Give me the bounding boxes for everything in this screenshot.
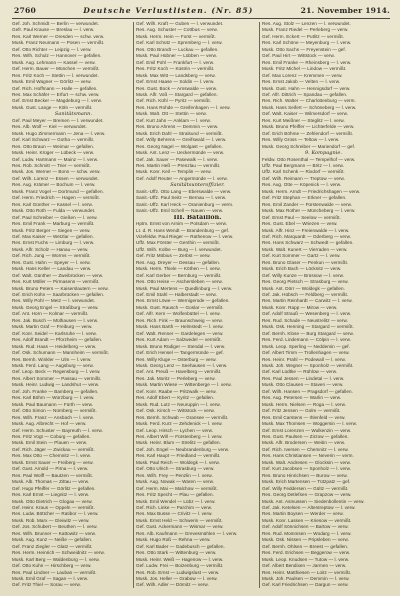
casualty-entry: Musk. Otto Clausen — Staven — verw. <box>262 382 344 388</box>
casualty-entry: Gef. Walt. Kaiser — Wilmersdorf — verw. <box>262 111 349 117</box>
casualty-entry: Gef. Kurt Jahn — Anklam — l. verw. <box>136 117 211 123</box>
casualty-entry: Gef. Rich. Linke — Parchim — verw. <box>136 504 213 510</box>
casualty-entry: Res. Bruno Ahrens — Demmin — verw. <box>136 124 219 130</box>
casualty-entry: Res. Fritz Koch — Küstrin — vermißt. <box>136 66 215 72</box>
casualty-entry: Uffz. Wilh. Kolbe — Burg — l. verwundet. <box>136 246 222 252</box>
casualty-entry: Gef. Karl Schwarz — Gotha — vermißt. <box>12 137 95 143</box>
casualty-entry: Gef. Otto Ulrich — Strasburg — verw. <box>136 466 215 472</box>
casualty-entry: Musk. Erich Bach — Löcknitz — verw. <box>262 266 342 272</box>
casualty-entry: Res. Adolf Ebert — Kyritz — gefallen. <box>136 395 215 401</box>
casualty-entry: Musk. Gust. Lange — Köln — vermißt. <box>12 104 93 110</box>
casualty-entry: Gef. Willy Feddersen — Gültz — vermißt. <box>262 485 349 491</box>
casualty-entry: Gef. Albert Timm — Trollenhagen — verw. <box>262 350 350 356</box>
publication-title: Deutsche Verlustlisten. (Nr. 85) <box>83 5 254 15</box>
casualty-entry: Res. Kurt Adam — Salzwedel — vermißt. <box>136 337 222 343</box>
casualty-entry: Res. Otto Braun — Weimar — gefallen. <box>12 143 95 149</box>
casualty-entry: Res. Georg Nagel — Wolgast — gefallen. <box>136 143 223 149</box>
casualty-entry: Gef. Walt. Renner — Gardelegen — verw. <box>136 330 224 336</box>
casualty-entry: Musk. Aug. Lehmann — Kassel — verw. <box>12 59 96 65</box>
casualty-entry: Musk. Georg Schreiber — Mariendorf — gef. <box>262 143 356 149</box>
casualty-entry: Gef. Karl Gerber — Bernburg — vermißt. <box>136 272 222 278</box>
casualty-entry: Gef. Albert Bendixen — Jarmen — verw. <box>262 563 347 569</box>
casualty-entry: Musk. Emil Wagner — Görlitz — verw. <box>12 79 92 85</box>
casualty-entry: Res. Ernst Jakob — Velten — l. verw. <box>262 79 341 85</box>
casualty-entry: Musk. Ernst Sauer — Freiberg — verw. <box>12 459 94 465</box>
column-divider-2 <box>259 22 260 588</box>
column-2 <box>136 21 259 590</box>
casualty-entry: Musk. Rob. Marx — Gleiwitz — verw. <box>12 517 90 523</box>
casualty-entry: Gef. Erich Hensel — Tangermünde — gef. <box>136 350 224 356</box>
casualty-entry: Gef. Herm. Friedrich — Hagen — vermißt. <box>12 195 100 201</box>
casualty-entry: Gef. Rich. Iversen — Chemnitz — l. verw. <box>262 446 349 452</box>
casualty-entry: Gef. Rich. Kühl — Pyritz — vermißt. <box>136 98 212 104</box>
casualty-entry: Gef. Leop. Hirsch — Lychen — verw. <box>136 427 214 433</box>
casualty-entry: Res. Fritz Specht — Plau — gefallen. <box>136 492 214 498</box>
casualty-entry: Musk. Georg Lenz — Seehausen — l. verw. <box>136 363 228 369</box>
casualty-entry: Musk. Aug. Nowak — Waren — verw. <box>136 479 215 485</box>
casualty-entry: Res. Karl Günther — Kassel — l. verw. <box>12 201 93 207</box>
casualty-entry: Musk. Alfr. Scholz — Hanau — verw. <box>12 246 89 252</box>
casualty-entry: Gef. Jak. Sauer — Pasewalk — l. verw. <box>136 156 219 162</box>
casualty-entry: Gef. Hugo Pfeiffer — Görlitz — gefallen. <box>12 485 96 491</box>
casualty-entry: Musk. Rud. Haas — Heidelberg — verw. <box>12 343 97 349</box>
casualty-entry: Gef. Rich. Marquardt — Oderberg — verw. <box>262 233 352 239</box>
casualty-entry: Gef. Jak. Hübsch — Feldberg — vermißt. <box>262 292 349 298</box>
casualty-entry: Res. Georg Pietsch — Strasburg — verw. <box>262 279 349 285</box>
casualty-entry: Gef. Joh. Franke — Bamberg — gefallen. <box>12 388 99 394</box>
casualty-entry: Musk. Emil Graf — Sagan — l. verw. <box>12 575 89 581</box>
casualty-entry: Res. Paul Jessen — Lindetal — l. verw. <box>262 375 345 381</box>
casualty-entry: Res. Alb. Kaufmann — Grevesmühlen — l. verw. <box>136 530 238 536</box>
casualty-entry: Res. Gust. Bock — Arnswalde — verw. <box>136 85 218 91</box>
casualty-entry: Musk. Paul Mertens — Quedlinburg — l. verw. <box>136 285 233 291</box>
casualty-entry: Musk. Erich Dahl — Stralsund — vermißt. <box>136 130 223 136</box>
casualty-entry: Musk. Rud. Lutz — Neuruppin — l. verw. <box>136 401 221 407</box>
casualty-entry: Gef. Otto Simon — Nürnberg — vermißt. <box>12 408 97 414</box>
casualty-entry: Musk. Georg Engel — Straßburg — verw. <box>12 304 99 310</box>
casualty-entry: Res. Ludw. Böttcher — Ratibor — l. verw. <box>12 511 99 517</box>
casualty-entry: Res. Wilh. Schulz — Hannover — gefallen. <box>12 53 102 59</box>
casualty-entry: Gef. Gust. Arnold — Pirna — l. verw. <box>12 466 89 472</box>
casualty-entry: Gef. Herm. Mai — Malchow — vermißt. <box>136 485 218 491</box>
casualty-entry: Musk. Hans Seifert — Schöneberg — l. verw. <box>262 104 357 110</box>
casualty-entry: Musk. Aug. Kunz — Neiße — gefallen. <box>12 537 93 543</box>
casualty-entry: Res. Willy Pohl — Metz — l. verwundet. <box>12 298 96 304</box>
casualty-entry: Hptm. Ernst von Arnim — Potsdam — verw. <box>136 221 228 227</box>
casualty-entry: Gef. Karl Bader — Gadebusch — gefallen. <box>136 543 225 549</box>
casualty-entry: Musk. Heinr. Weiß — Hagenow — l. verw. <box>136 556 224 562</box>
casualty-entry: Musk. Jos. Werner — Bonn — schw. verw. <box>12 169 101 175</box>
page-number: 2760 <box>14 5 36 15</box>
casualty-entry: Gef. Willy Kunze — Brüssow — l. verw. <box>262 272 345 278</box>
casualty-entry: Musk. Herm. Arndt — Friedrichshagen — verw. <box>262 188 361 194</box>
casualty-entry: Gef. Konr. Seidel — Karlsruhe — l. verw. <box>12 330 97 336</box>
casualty-entry: Gef. Osk. Schumann — Mannheim — vermißt. <box>12 350 109 356</box>
casualty-entry: Musk. Konr. Lassen — Kriesow — vermißt. <box>262 517 352 523</box>
casualty-entry: Res. Ferd. Lindemann — Cölpin — l. verw. <box>262 337 352 343</box>
casualty-entry: Res. Aug. Krämer — Bochum — l. verw. <box>12 182 96 188</box>
casualty-entry: Gef. Joh. Engel — Neubrandenburg — verw. <box>136 446 230 452</box>
casualty-entry: Gef. Rich. Jäger — Zwickau — vermißt. <box>12 446 95 452</box>
casualty-entry: Res. Bernh. Winkler — Ulm — l. verw. <box>12 356 92 362</box>
casualty-entry: Musk. Franz Neumann — Posen — vermißt. <box>12 40 105 46</box>
casualty-entry: Res. Bernh. Schwab — Gransee — vermißt. <box>136 414 229 420</box>
casualty-entry: Musk. Aug. Albrecht — Hof — verw. <box>12 421 87 427</box>
casualty-entry: Res. Aug. Stolz — Lenzen — l. verwundet. <box>262 21 351 26</box>
casualty-entry: Gef. Erich Böhme — Zehlendorf — vermißt. <box>262 130 354 136</box>
casualty-entry: Gef. Walt. Günther — Zweibrücken — verw. <box>12 272 104 278</box>
casualty-entry: Gef. Rich. Hoffmann — Halle — gefallen. <box>12 85 98 91</box>
casualty-entry: Res. Ernst Fuchs — Limburg — l. verw. <box>12 240 95 246</box>
casualty-entry: Res. Rud. Mommsen — Wodarg — l. verw. <box>262 530 352 536</box>
casualty-entry: Musk. Franz Riedel — Perleberg — verw. <box>262 27 349 33</box>
casualty-entry: Musk. Osk. Henning — Stargard — vermißt. <box>262 324 354 330</box>
casualty-entry: Gef. Adolf Strauß — Wesenberg — l. verw. <box>262 311 352 317</box>
casualty-entry: Musk. Hugo Zimmermann — Jena — l. verw. <box>12 130 106 136</box>
casualty-entry: Musk. Herm. Nielsen — Roga — l. verw. <box>262 401 347 407</box>
casualty-entry: Gef. Erich Kühn — Saarbrücken — gefallen. <box>12 292 105 298</box>
casualty-entry: Gef. Herm. Bauer — München — vermißt. <box>12 66 100 72</box>
casualty-entry: Musk. Max Rother — Müncheberg — l. verw. <box>262 208 356 214</box>
casualty-entry: Gef. Bernh. Klose — Burg Stargard — verw. <box>262 330 354 336</box>
section-heading: III. Bataillon. <box>173 214 222 221</box>
casualty-entry: Gef. Otto Kuhn — Hirschberg — verw. <box>12 563 92 569</box>
casualty-entry: Musk. Heinr. Krüger — Lübeck — verw. <box>12 150 95 156</box>
subsection-heading: Sanitätsmann. <box>54 111 93 118</box>
casualty-entry: Musk. Gust. Rausch — Goslar — vermißt. <box>136 304 224 310</box>
casualty-entry: Gef. Max Lorenz — Kremmen — verw. <box>262 72 343 78</box>
casualty-entry: Musk. Heinr. Blum — Strelitz — gefallen. <box>136 440 221 446</box>
casualty-entry: Musk. Alfr. Voß — Stargard — gefallen. <box>136 91 218 97</box>
casualty-entry: Res. Ferd. Erichsen — Beggerow — verw. <box>262 550 351 556</box>
casualty-entry: Res. Aug. Dreyer — Dessau — gefallen. <box>136 259 221 265</box>
casualty-entry: Gef. Wilh. Reimann — Treptow — verw. <box>262 175 345 181</box>
casualty-entry: Musk. Bruno Pfeiffer — Lichterfelde — verw. <box>262 124 355 130</box>
casualty-entry: Res. Albert Sommer — Passau — vermißt. <box>12 375 102 381</box>
casualty-entry: Res. Herm. Heinrich — Schweidnitz — verw. <box>12 550 105 556</box>
casualty-entry: Musk. Konr. Rapp — Mirow — verw. <box>262 304 338 310</box>
page-header <box>14 3 390 17</box>
casualty-entry: Res. Wilh. Frey — Penzlin — l. verw. <box>136 472 213 478</box>
casualty-entry: Gef. Wilh. Lorenz — Essen — verwundet. <box>12 175 99 181</box>
casualty-entry: Musk. Alb. Thomas — Zittau — verw. <box>12 479 90 485</box>
casualty-entry: Res. Jak. Moritz — Perleberg — verw. <box>136 375 216 381</box>
casualty-entry: Res. Karl Schöne — Meyenburg — l. verw. <box>262 40 352 46</box>
casualty-entry: Musk. Walt. Ott — Stettin — verw. <box>136 111 207 117</box>
casualty-entry: Res. Jak. Busch — Mülhausen — l. verw. <box>12 317 99 323</box>
casualty-entry: Res. Gust. Paulsen — Zirzow — gefallen. <box>262 434 349 439</box>
casualty-entry: Res. Emil Frank — Marburg — vermißt. <box>12 221 95 227</box>
casualty-entry: Res. Max Schäfer — Erfurt — schw. verw. <box>12 91 100 97</box>
casualty-entry: Res. Emil Franke — Rheinsberg — l. verw. <box>262 59 352 65</box>
casualty-entry: Gef. Ernst Lorenzen — Wulkenzin — verw. <box>262 427 352 433</box>
casualty-entry: Res. Max Otto — Chemnitz — l. verw. <box>12 453 92 459</box>
casualty-entry: Res. Willy Kluge — Osterburg — verw. <box>136 356 217 362</box>
subsection-heading: Sanitätsunteroffizier. <box>170 182 225 189</box>
casualty-entry: Musk. Bruno Peters — Kaiserslautern — verw. <box>12 285 109 291</box>
casualty-entry: Musk. Otto Roth — Fulda — verwundet. <box>12 208 96 214</box>
column-3 <box>262 21 385 590</box>
casualty-entry: Musk. Jos. Heller — Grabow — l. verw. <box>136 575 218 581</box>
casualty-entry: Gef. Jos. Schubert — Beuthen — l. verw. <box>12 524 98 530</box>
casualty-entry: Gef. Ant. Horn — Kolmar — vermißt. <box>12 311 89 317</box>
casualty-entry: Musk. Bruno Rüdiger — Stendal — l. verw. <box>136 343 226 349</box>
casualty-entry: Musk. Heinr. Ludwig — Landshut — verw. <box>12 382 100 388</box>
casualty-entry: Musk. Max Thomsen — Woggersin — l. verw. <box>262 421 358 427</box>
casualty-entry: Musk. Walt. Kunert — Vierraden — verw. <box>262 246 348 252</box>
casualty-entry: Gef. Paul Schreiber — Gießen — l. verw. <box>12 214 98 220</box>
casualty-entry: Res. Aug. Schuster — Cottbus — verw. <box>136 27 218 33</box>
casualty-entry: Res. Hans Schwarz — Schwedt — gefallen. <box>262 240 354 246</box>
casualty-entry: Res. Hans Rohde — Greifenhagen — l. verw. <box>136 104 231 110</box>
casualty-entry: Gef. Franz Ziegler — Glatz — vermißt. <box>12 543 93 549</box>
casualty-entry: Musk. Karl Berg — Waldenburg — l. verw. <box>12 556 100 562</box>
casualty-entry: Res. Karl Ernst — Liegnitz — l. verw. <box>12 492 90 498</box>
casualty-entry: Res. Bruno Glaser — Penkun — vermißt. <box>262 259 349 265</box>
casualty-entry: Sanit.-Uffz. Emil Schell — Nauen — verw. <box>136 208 224 214</box>
casualty-entry: Gef. Emil Stahl — Halberstadt — verw. <box>136 292 217 298</box>
casualty-entry: Res. Hans Christiansen — Neverin — verm. <box>262 453 354 459</box>
casualty-entry: Gef. Herm. Schuster — Bayreuth — l. verw. <box>12 427 103 433</box>
casualty-entry: Musk. Ant. Lenz — Ueckermünde — verw. <box>136 150 225 156</box>
casualty-entry: Gef. Paul Hirt — Wittstock — verw. <box>262 53 335 59</box>
casualty-entry: Res. Wilh. Franz — Ansbach — l. verw. <box>12 414 95 420</box>
casualty-entry: Res. Otto Heise — Aschersleben — verw. <box>136 279 223 285</box>
casualty-entry: Musk. Franz Vogel — Dortmund — gefallen. <box>12 188 104 194</box>
casualty-entry: Musk. Ferd. Lang — Augsburg — verw. <box>12 363 94 369</box>
column-divider-1 <box>133 22 134 588</box>
casualty-entry: Musk. Martin Wiese — Wittenberge — l. verw. <box>136 382 232 388</box>
casualty-entry: Gef. Ludw. Frei — Boizenburg — vermißt. <box>136 563 224 569</box>
casualty-entry: Musk. Joh. Paulsen — Demmin — l. verw. <box>262 575 350 581</box>
casualty-entry: Res. Martin Boysen — Werder — verw. <box>262 511 344 517</box>
casualty-entry: Res. Emil Carstens — Ihlenfeld — verw. <box>262 414 346 420</box>
casualty-entry: Musk. Ant. Dörr — Woldegk — gefallen. <box>262 285 345 291</box>
casualty-entry: Res. Max Busse — Crivitz — l. verw. <box>136 511 213 517</box>
casualty-entry: Gef. Adolf Sönnichsen — Bartow — verw. <box>262 524 349 530</box>
casualty-entry: Gef. Fritz Jensen — Golm — vermißt. <box>262 408 341 414</box>
casualty-entry: Musk. Walt. Andresen — Glocksin — verw. <box>262 459 352 465</box>
casualty-entry: Gef. Kurt Jacobsen — Sponholz — l. verw. <box>262 466 352 472</box>
casualty-entry: Res. Martin Reinhardt — Carwitz — l. verw. <box>262 298 353 304</box>
casualty-entry: Res. Wilh. Brunner — Kattowitz — verw. <box>12 530 97 536</box>
casualty-entry: Res. Otto Brandt — Luckau — gefallen. <box>136 46 219 52</box>
casualty-entry: Gef. Jak. Ketelsen — Altentreptow — l. verw. <box>262 504 356 510</box>
casualty-entry: Gef. Wilh. Kraft — Guben — l. verwundet. <box>136 21 224 26</box>
casualty-entry: Musk. Paul Baumann — Fürth — verw. <box>12 401 94 407</box>
casualty-entry: Res. Rob. Schmitt — Trier — vermißt. <box>12 162 91 168</box>
casualty-entry: Res. Martin Heß — Prenzlau — vermißt. <box>136 162 221 168</box>
casualty-entry: Gef. Alfr. Kern — Wolfenbüttel — l. verw. <box>136 311 221 317</box>
issue-date: 21. November 1914. <box>300 5 390 15</box>
casualty-entry: Gef. Willy Behrens — Greifswald — l. verw. <box>136 137 227 143</box>
casualty-entry: Gef. Fritz Möbius — Zerbst — verw. <box>136 253 211 259</box>
casualty-entry: Gef. Kurt Sommer — Gartz — l. verw. <box>262 253 341 259</box>
casualty-entry: Gef. Osk. Kirsch — Wittstock — verw. <box>136 408 215 414</box>
casualty-entry: Gef. Herm. Eckert — Putlitz — vermißt. <box>262 33 345 39</box>
casualty-entry: Musk. Erich Martensen — Tützpatz — gef. <box>262 479 351 485</box>
casualty-entry: Res. Ernst Löwe — Wernigerode — gefallen. <box>136 298 230 304</box>
casualty-entry: Gef. Ernst Paul — Seelow — vermißt. <box>262 214 341 220</box>
casualty-entry: Gef. Ant. Preuß — Havelberg — vermißt. <box>136 369 222 375</box>
casualty-entry: Gef. Konr. Raabe — Pritzwalk — verw. <box>136 388 217 394</box>
casualty-entry: Res. Rich. Fink — Braunschweig — verw. <box>136 317 223 323</box>
casualty-entry: Res. Heinr. Matthiesen — Loitz — vermißt. <box>262 569 352 575</box>
casualty-entry: Musk. Max Witt — Landsberg — verw. <box>136 72 216 78</box>
casualty-entry: Gef. Ernst Becker — Magdeburg — l. verw. <box>12 98 103 104</box>
subsection-heading: 9. Kompagnie. <box>304 150 343 157</box>
casualty-entry: Gef. Leop. Beck — Regensburg — l. verw. <box>12 369 101 375</box>
casualty-entry: Res. Rud. Schade — Neustrelitz — verw. <box>262 317 348 323</box>
casualty-entry: Res. Georg Detlefsen — Grapzow — verw. <box>262 492 352 498</box>
casualty-entry: Gef. Fritz Thiel — Sorau — verw. <box>12 582 81 588</box>
casualty-entry: Res. Fritz Vogt — Coburg — gefallen. <box>12 434 91 439</box>
casualty-entry: Gef. Ludw. Hartmann — Mainz — l. verw. <box>12 156 99 162</box>
casualty-entry: Gef. Fritz Stephan — Erkner — gefallen. <box>262 195 347 201</box>
casualty-entry: Musk. Osk. Nissen — Pripsleben — verw. <box>262 537 349 543</box>
casualty-entry: Musk. Leop. Knudsen — Tutow — l. verw. <box>262 556 350 562</box>
casualty-entry: Musk. Herm. Hein — Forst — vermißt. <box>136 33 216 39</box>
casualty-entry: Res. Karl Böhm — Würzburg — l. verw. <box>12 395 95 401</box>
casualty-entry: Musk. Hugo Roß — Rehna — verw. <box>136 537 211 543</box>
casualty-entry: Gef. Ernst Haase — Soldin — l. verw. <box>136 79 215 85</box>
casualty-entry: Gef. Otto Richter — Leipzig — l. verw. <box>12 46 92 52</box>
casualty-entry: Gef. Heinr. Kraus — Oppeln — vermißt. <box>12 504 95 510</box>
casualty-entry: Musk. Leop. Sperling — Neddemin — gef. <box>262 343 350 349</box>
casualty-entry: Res. Otto Stark — Wittenburg — verw. <box>136 550 217 556</box>
casualty-entry: Res. Kurt Möller — Pirmasens — vermißt. <box>12 279 100 285</box>
casualty-entry: Res. Paul Wolff — Bautzen — vermißt. <box>12 472 94 478</box>
casualty-entry: Musk. Hans Keller — Landau — verw. <box>12 266 92 272</box>
casualty-entry: Musk. Hans Barth — Helmstedt — l. verw. <box>136 324 224 330</box>
casualty-entry: Musk. Konr. Keil — Templin — verw. <box>136 169 212 175</box>
casualty-entry: Musk. Ant. Asmussen — Siedenbollentin — verw. <box>262 498 365 504</box>
casualty-entry: Res. Alb. Wolf — Kiel — verwundet. <box>12 124 87 130</box>
casualty-entry: Musk. Ferd. Kurz — Zehdenick — l. verw. <box>136 421 223 427</box>
casualty-entry: Res. Karl Haupt — Friedland — vermißt. <box>136 453 221 459</box>
casualty-entry: Musk. Otto Sachs — Freyenstein — gef. <box>262 46 347 52</box>
casualty-entry: Res. Bruno Hinrichsen — Burow — verw. <box>262 472 348 478</box>
casualty-entry: Gef. Gust. Ackermann — Wismar — verw. <box>136 524 224 530</box>
casualty-entry: Musk. Paul Reich — Woldegk — l. verw. <box>136 459 220 465</box>
casualty-entry: Gef. Rich. Jung — Worms — vermißt. <box>12 253 91 259</box>
casualty-entry: Gefr. Paul Krause — Breslau — l. verw. <box>12 27 95 33</box>
casualty-entry: Uffz. Karl Schenk — Rixdorf — vermißt. <box>262 169 345 175</box>
casualty-entry: Musk. Emil Stein — Plauen — verw. <box>12 440 88 446</box>
casualty-entry: Res. Heinr. Prahl — Podewall — l. verw. <box>262 356 346 362</box>
casualty-entry: Gef. Karl Schütz — Spremberg — l. verw. <box>136 40 223 46</box>
casualty-entry: Musk. Fritz Michel — Lindow — vermißt. <box>262 66 347 72</box>
casualty-entry: Gef. Paul Meyer — Bremen — l. verwundet. <box>12 117 104 123</box>
casualty-entry: Res. Gust. Hahn — Speyer — l. verw. <box>12 259 91 265</box>
casualty-entry: Res. Karl Werner — Dresden — schw. verw. <box>12 33 105 39</box>
casualty-entry: Musk. Alfr. Brodersen — Weitin — verw. <box>262 440 346 446</box>
casualty-entry: Musk. Gust. Hahn — Hennigsdorf — verw. <box>262 85 351 91</box>
casualty-entry: Res. Gust. Ebel — Wriezen — verw. <box>262 221 338 227</box>
casualty-entry: Gef. Max Kaiser — Wetzlar — gefallen. <box>12 233 94 239</box>
casualty-entry: Res. Adolf Brandt — Pforzheim — gefallen. <box>12 337 103 343</box>
casualty-entry: Gef. Bernh. Ohlsen — Breest — gefallen. <box>262 543 349 549</box>
casualty-entry: Gef. Alfr. Dittrich — Spandau — gefallen. <box>262 91 348 97</box>
casualty-entry: Res. Aug. Otte — Köpenick — l. verw. <box>262 182 342 188</box>
casualty-entry: Gef. Joh. Schmidt — Berlin — verwundet. <box>12 21 99 26</box>
casualty-entry: Musk. Herm. Thiele — Köthen — l. verw. <box>136 266 221 272</box>
casualty-entry: Musk. Martin Graf — Freiburg — verw. <box>12 324 93 330</box>
column-1 <box>12 21 135 590</box>
casualty-entry: Sanit.-Uffz. Paul Seitz — Bernau — l. verw. <box>136 195 227 201</box>
casualty-entry: Musk. Otto Dietrich — Glogau — verw. <box>12 498 93 504</box>
casualty-entry: Res. Kurt Meißner — Steglitz — l. verw. <box>262 117 345 123</box>
casualty-entry: Vizefeldw. Paul Rieger — Rathenow — l. verw. <box>136 233 234 239</box>
casualty-entry: Res. Aug. Petersen — Warlin — verw. <box>262 395 342 401</box>
casualty-entry: Lt. d. R. Hans Wendt — Brandenburg — gef. <box>136 227 230 233</box>
header-rule <box>12 18 390 19</box>
casualty-entry: Musk. Emil Wendel — Lübz — l. verw. <box>136 498 216 504</box>
casualty-entry: Musk. Joh. Wegner — Sponholz — vermißt. <box>262 363 354 369</box>
casualty-entry: Gef. Wilh. Adler — Dömitz — verw. <box>136 582 209 588</box>
casualty-entry: Res. Paul Lindner — Lauban — vermißt. <box>12 569 97 575</box>
casualty-entry: Sanit.-Uffz. Karl Heck — Oranienburg — verm. <box>136 201 234 207</box>
casualty-entry: Feldw. Otto Rosenthal — Tempelhof — verw. <box>262 156 356 162</box>
casualty-entry: Gef. Emil Pohl — Frankfurt — l. verw. <box>136 59 215 65</box>
casualty-entry: Res. Willy Gross — Teltow — l. verw. <box>262 137 340 143</box>
casualty-entry: Res. Albert Will — Fürstenberg — l. verw. <box>136 434 223 439</box>
casualty-entry: Gef. Karl Friedrichsen — Dargun — verw. <box>262 582 349 588</box>
casualty-entry: Gef. Adolf Reuter — Angermünde — l. verw. <box>136 175 228 181</box>
casualty-entry: Res. Emil Zander — Fürstenwalde — verw. <box>262 201 353 207</box>
casualty-entry: Sanit.-Uffz. Otto Lang — Eberswalde — verw. <box>136 188 232 194</box>
casualty-entry: Gef. Karl Lüdtke — Rühlow — verw. <box>262 369 338 375</box>
casualty-entry: Gef. Wilh. Hansen — Pragsdorf — gefallen. <box>262 388 353 394</box>
casualty-entry: Musk. Ernst Held — Schwerin — vermißt. <box>136 517 223 523</box>
casualty-entry: Res. Fritz Koch — Stettin — l. verwundet. <box>12 72 99 78</box>
casualty-entry: Res. Rob. Ernst — Ludwigslust — verw. <box>136 569 220 575</box>
casualty-entry: Uffz. Max Förster — Genthin — vermißt. <box>136 240 221 246</box>
casualty-entry: Musk. Fritz Berger — Siegen — verw. <box>12 227 91 233</box>
casualty-entry: Musk. Alfr. Hinz — Freienwalde — l. verw. <box>262 227 350 233</box>
casualty-entry: Musk. Paul Hübner — Lübben — verw. <box>136 53 218 59</box>
casualty-entry: Uffz. Paul Bergmann — Britz — l. verw. <box>262 162 344 168</box>
casualty-entry: Res. Rich. Walter — Charlottenburg — verm. <box>262 98 356 104</box>
